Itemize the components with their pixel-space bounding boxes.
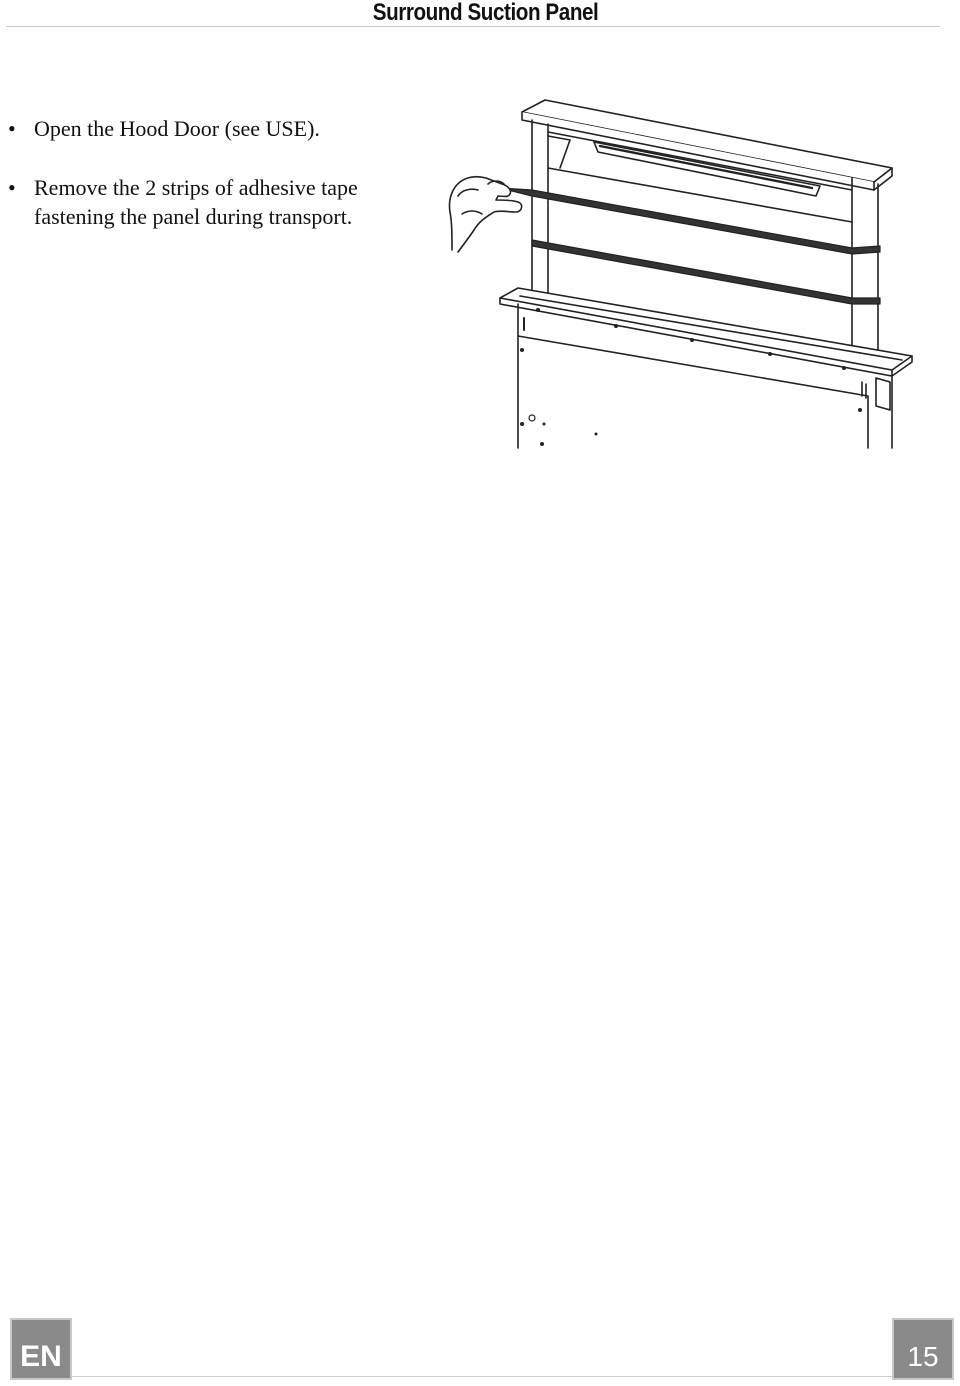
instruction-list <box>8 114 368 261</box>
instruction-text: Remove the 2 strips of adhesive tape fastening the panel during transport. <box>34 175 358 229</box>
language-badge <box>10 1318 72 1380</box>
page-number-badge <box>892 1318 954 1380</box>
bullet: • <box>8 175 16 200</box>
language-code: EN <box>20 1340 62 1373</box>
hood-tape-removal-illustration <box>438 94 918 450</box>
instruction-text: Open the Hood Door (see USE). <box>34 116 320 141</box>
instruction-item <box>8 173 368 231</box>
page-title: Surround Suction Panel <box>372 0 598 26</box>
bullet: • <box>8 116 16 141</box>
footer-divider <box>68 1376 898 1377</box>
instruction-item <box>8 114 368 143</box>
page-number: 15 <box>907 1341 939 1372</box>
header-divider <box>6 26 940 27</box>
